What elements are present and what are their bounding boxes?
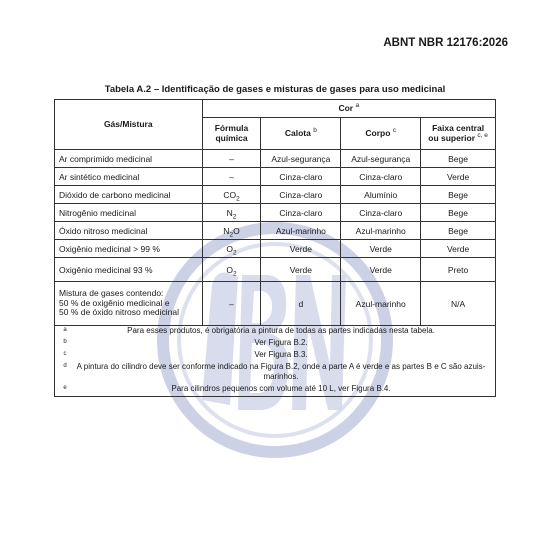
cell-faixa: Verde (421, 240, 496, 258)
cell-faixa: Bege (421, 222, 496, 240)
cell-corpo: Cinza-claro (341, 204, 421, 222)
cell-gas-name: Dióxido de carbono medicinal (55, 186, 203, 204)
cell-corpo: Verde (341, 240, 421, 258)
table-row (55, 282, 496, 326)
header-corpo: Corpo $^c$ (341, 118, 421, 150)
cell-gas-name: Mistura de gases contendo: 50 % de oxigênio medicinal e 50 % de óxido nitroso medicinal (55, 282, 203, 326)
cell-calota: Verde (261, 240, 341, 258)
cell-formula: $O_2$ (202, 258, 261, 282)
cell-faixa: Bege (421, 204, 496, 222)
cell-gas-name: Óxido nitroso medicinal (55, 222, 203, 240)
table-note: d A pintura do cilindro deve ser conforme indicado na Figura B.2, onde a parte A é verde e as partes B e C são azuis-marinhos. (63, 362, 486, 381)
cell-faixa: N/A (421, 282, 496, 326)
table-row (55, 240, 496, 258)
header-gas-mixture: Gás/Mistura (55, 100, 203, 150)
table-row (55, 186, 496, 204)
table-note: c Ver Figura B.3. (63, 350, 308, 359)
header-cor: Cor $^a$ (202, 100, 495, 118)
table-row (55, 222, 496, 240)
cell-formula: $N_2O$ (202, 222, 261, 240)
cell-formula: – (202, 282, 261, 326)
table-caption: Tabela A.2 – Identificação de gases e misturas de gases para uso medicinal (104, 84, 446, 95)
standard-code: ABNT NBR 12176:2026 (383, 37, 508, 49)
cell-corpo: Alumínio (341, 186, 421, 204)
table-row (55, 258, 496, 282)
cell-gas-name: Ar comprimido medicinal (55, 150, 203, 168)
cell-formula: $N_2$ (202, 204, 261, 222)
header-row-1 (55, 100, 496, 118)
cell-gas-name: Oxigênio medicinal > 99 % (55, 240, 203, 258)
cell-calota: Cinza-claro (261, 186, 341, 204)
table-note: a Para esses produtos, é obrigatória a pintura de todas as partes indicadas nesta tabela. (63, 326, 435, 335)
cell-formula: – (202, 150, 261, 168)
cell-faixa: Bege (421, 186, 496, 204)
cell-formula: $O_2$ (202, 240, 261, 258)
cell-calota: Cinza-claro (261, 168, 341, 186)
cell-corpo: Azul-marinho (341, 222, 421, 240)
header-faixa: Faixa central ou superior $^{c, e}$ (421, 118, 496, 150)
cell-formula: – (202, 168, 261, 186)
table-row (55, 150, 496, 168)
cell-calota: Verde (261, 258, 341, 282)
cell-gas-name: Ar sintético medicinal (55, 168, 203, 186)
notes-row (55, 326, 496, 397)
cell-calota: Cinza-claro (261, 204, 341, 222)
table-note: b Ver Figura B.2. (63, 338, 308, 347)
cell-corpo: Azul-segurança (341, 150, 421, 168)
gas-identification-table (54, 99, 496, 397)
cell-calota: d (261, 282, 341, 326)
header-formula: Fórmula química (202, 118, 261, 150)
table-row (55, 204, 496, 222)
cell-corpo: Cinza-claro (341, 168, 421, 186)
cell-calota: Azul-marinho (261, 222, 341, 240)
cell-faixa: Preto (421, 258, 496, 282)
header-calota: Calota $^b$ (261, 118, 341, 150)
cell-gas-name: Oxigênio medicinal 93 % (55, 258, 203, 282)
table-note: e Para cilindros pequenos com volume até 10 L, ver Figura B.4. (63, 384, 391, 393)
cell-gas-name: Nitrogênio medicinal (55, 204, 203, 222)
cell-calota: Azul-segurança (261, 150, 341, 168)
cell-faixa: Bege (421, 150, 496, 168)
cell-corpo: Verde (341, 258, 421, 282)
table-row (55, 168, 496, 186)
cell-faixa: Verde (421, 168, 496, 186)
table-notes (55, 326, 496, 397)
cell-corpo: Azul-marinho (341, 282, 421, 326)
cell-formula: $CO_2$ (202, 186, 261, 204)
